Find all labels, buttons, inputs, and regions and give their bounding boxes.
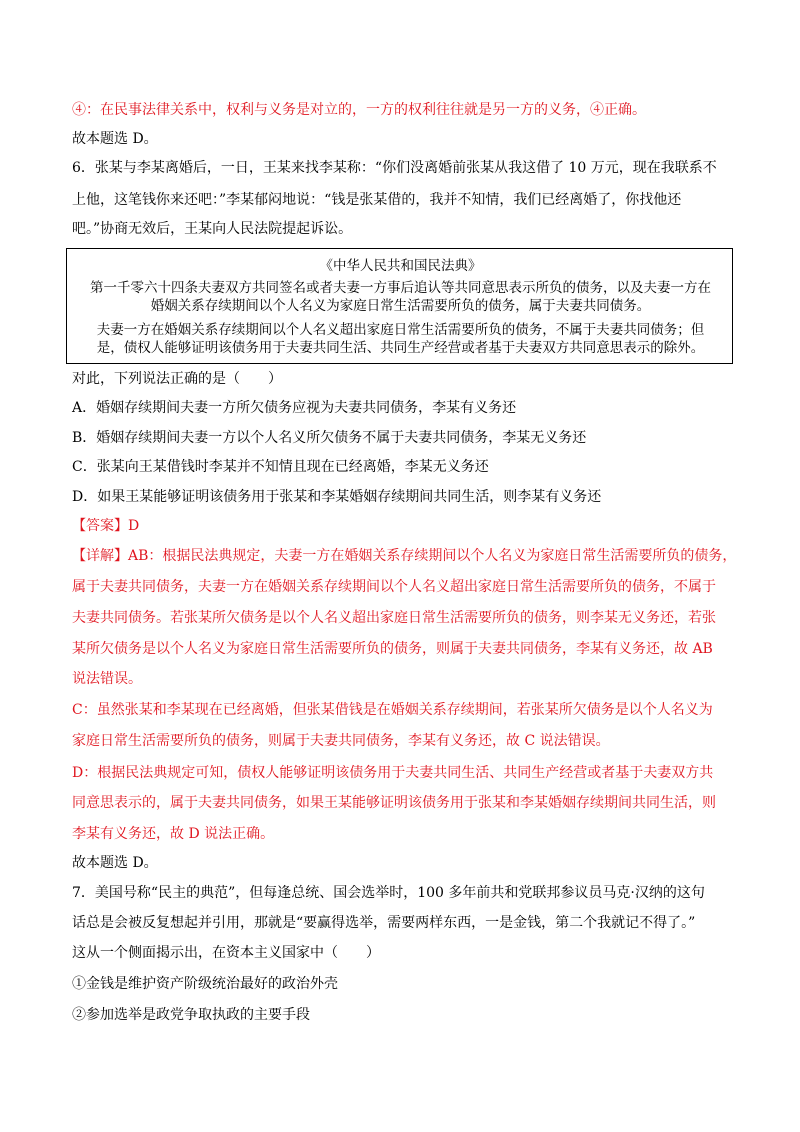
q6-stem-line: 6．张某与李某离婚后，一日，王某来找李某称：“你们没离婚前张某从我这借了 10 万元，现在我联系不 [72,160,717,176]
q6-stem-line: 上他，这笔钱你来还吧：”李某郁闷地说：“钱是张某借的，我并不知情，我们已经离婚了，你找他还 [72,192,682,208]
q6-option-b: B．婚姻存续期间夫妻一方以个人名义所欠债务不属于夫妻共同债务，李某无义务还 [72,430,587,446]
q6-explain-line: 家庭日常生活需要所负的债务，则属于夫妻共同债务，李某有义务还，故 C 说法错误。 [72,733,610,749]
q6-explain-line: 【详解】AB：根据民法典规定，夫妻一方在婚姻关系存续期间以个人名义为家庭日常生活需要所负的债务， [72,548,737,564]
q6-explain-line: D：根据民法典规定可知，债权人能够证明该债务用于夫妻共同生活、共同生产经营或者基于夫妻双方共 [72,765,714,781]
q6-explain-line: 属于夫妻共同债务，夫妻一方在婚姻关系存续期间以个人名义超出家庭日常生活需要所负的债务，不属于 [72,579,716,595]
q7-item-1: ①金钱是维护资产阶级统治最好的政治外壳 [72,976,338,992]
q6-explain-line: 李某有义务还，故 D 说法正确。 [72,826,275,842]
q6-prompt: 对此，下列说法正确的是（ ） [72,371,282,387]
prev-item-4: ④：在民事法律关系中，权利与义务是对立的，一方的权利往往就是另一方的义务，④正确。 [72,102,646,118]
q7-stem-line: 话总是会被反复想起并引用，那就是“要赢得选举，需要两样东西，一是金钱，第二个我就记不得了。” [72,915,696,931]
q6-option-c: C．张某向王某借钱时李某并不知情且现在已经离婚，李某无义务还 [72,459,489,475]
q6-stem-line: 吧。”协商无效后，王某向人民法院提起诉讼。 [72,221,353,237]
q6-explain-line: 同意思表示的，属于夫妻共同债务，如果王某能够证明该债务用于张某和李某婚姻存续期间共同生活，则 [72,795,716,811]
q6-explain-line: 某所欠债务是以个人名义为家庭日常生活需要所负的债务，则属于夫妻共同债务，李某有义务还，故 AB [72,641,713,657]
q7-item-2: ②参加选举是政党争取执政的主要手段 [72,1007,310,1023]
q7-stem-line: 7．美国号称“民主的典范”，但每逢总统、国会选举时，100 多年前共和党联邦参议员马克·汉纳的这句 [72,885,705,901]
civil-code-title: 《中华人民共和国民法典》 [319,258,482,274]
q6-explain-line: C：虽然张某和李某现在已经离婚，但张某借钱是在婚姻关系存续期间，若张某所欠债务是以个人名义为 [72,702,713,718]
civil-code-para2-line: 夫妻一方在婚姻关系存续期间以个人名义超出家庭日常生活需要所负的债务，不属于夫妻共同债务；但 [96,322,705,338]
q6-answer: 【答案】D [72,518,140,534]
q6-explain-line: 说法错误。 [72,671,142,687]
civil-code-excerpt-box [66,248,733,364]
q6-option-a: A．婚姻存续期间夫妻一方所欠债务应视为夫妻共同债务，李某有义务还 [72,400,517,416]
q6-explain-line: 夫妻共同债务。若张某所欠债务是以个人名义超出家庭日常生活需要所负的债务，则李某无义务还，若张 [72,610,716,626]
q6-option-d: D．如果王某能够证明该债务用于张某和李某婚姻存续期间共同生活，则李某有义务还 [72,489,602,505]
civil-code-para1-line: 第一千零六十四条夫妻双方共同签名或者夫妻一方事后追认等共同意思表示所负的债务，以及夫妻一方在 [90,280,711,296]
civil-code-para2-line: 是，债权人能够证明该债务用于夫妻共同生活、共同生产经营或者基于夫妻双方共同意思表示的除外。 [96,340,705,356]
q6-conclusion: 故本题选 D。 [72,855,158,871]
prev-conclusion: 故本题选 D。 [72,131,158,147]
civil-code-para1-line: 婚姻关系存续期间以个人名义为家庭日常生活需要所负的债务，属于夫妻共同债务。 [150,298,651,314]
q7-stem-line: 这从一个侧面揭示出，在资本主义国家中（ ） [72,945,380,961]
